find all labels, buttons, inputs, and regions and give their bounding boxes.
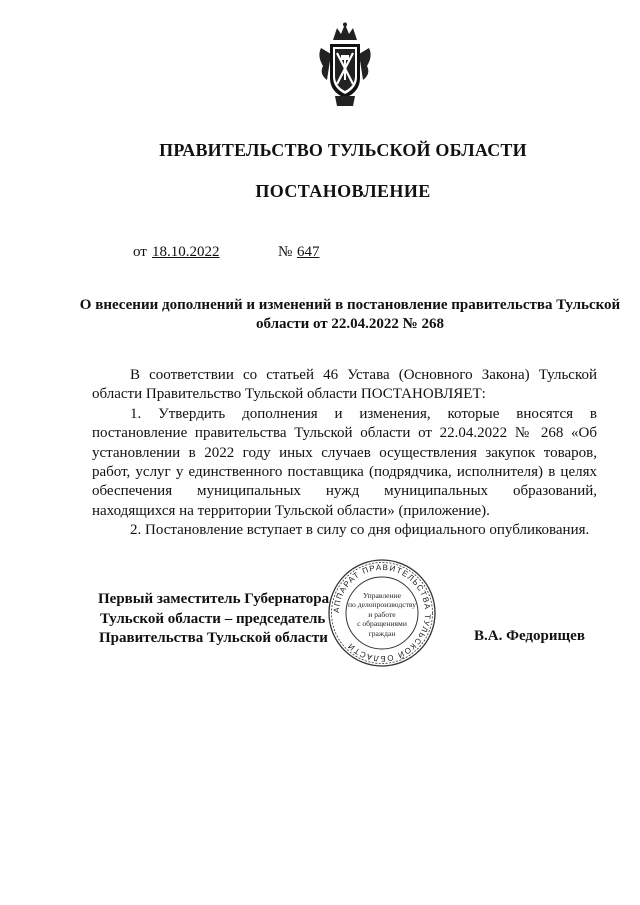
document-body	[92, 366, 597, 541]
stamp-line: по делопроизводству	[347, 600, 417, 610]
signatory-position-line: Первый заместитель Губернатора	[98, 591, 330, 607]
stamp-line: граждан	[368, 628, 396, 638]
document-type: ПОСТАНОВЛЕНИЕ	[255, 181, 431, 201]
official-stamp	[327, 558, 437, 668]
coat-of-arms-icon	[313, 22, 377, 110]
signatory-name: В.А. Федорищев	[474, 628, 585, 644]
document-title: О внесении дополнений и изменений в постановление правительства Тульской области от 22.04.2022 № 268	[79, 297, 621, 332]
stamp-line: с обращениями	[357, 619, 407, 629]
stamp-line: и работе	[368, 609, 396, 619]
signatory-position-line: Правительства Тульской области	[99, 630, 328, 647]
stamp-center-text	[345, 591, 419, 638]
signatory-position	[98, 590, 329, 649]
date-prefix: от	[133, 244, 147, 260]
stamp-ring-text: АППАРАТ ПРАВИТЕЛЬСТВА ТУЛЬСКОЙ ОБЛАСТИ	[331, 562, 433, 664]
body-paragraph: В соответствии со статьей 46 Устава (Основного Закона) Тульской области Правительство Тульской области ПОСТАНОВЛЯЕТ:	[92, 367, 597, 403]
stamp-line: Управление	[362, 591, 402, 600]
signatory-position-line: Тульской области – председатель	[100, 610, 326, 627]
document-number: 647	[297, 244, 320, 260]
number-prefix: №	[278, 244, 293, 260]
document-date: 18.10.2022	[152, 244, 220, 260]
body-paragraph: 2. Постановление вступает в силу со дня официального опубликования.	[130, 522, 590, 539]
body-paragraph: 1. Утвердить дополнения и изменения, которые вносятся в постановление правительства Тульской области от 22.04.2022 № 268 «Об установлении в 2022 году иных случаев осуществления закупок товаров, работ, услуг у единственного поставщика (подрядчика, исполнителя) в целях обеспечения муниципальных нужд муниципальных образований, находящихся на территории Тульской области» (приложение).	[92, 405, 597, 519]
organization-title: ПРАВИТЕЛЬСТВО ТУЛЬСКОЙ ОБЛАСТИ	[159, 140, 527, 160]
